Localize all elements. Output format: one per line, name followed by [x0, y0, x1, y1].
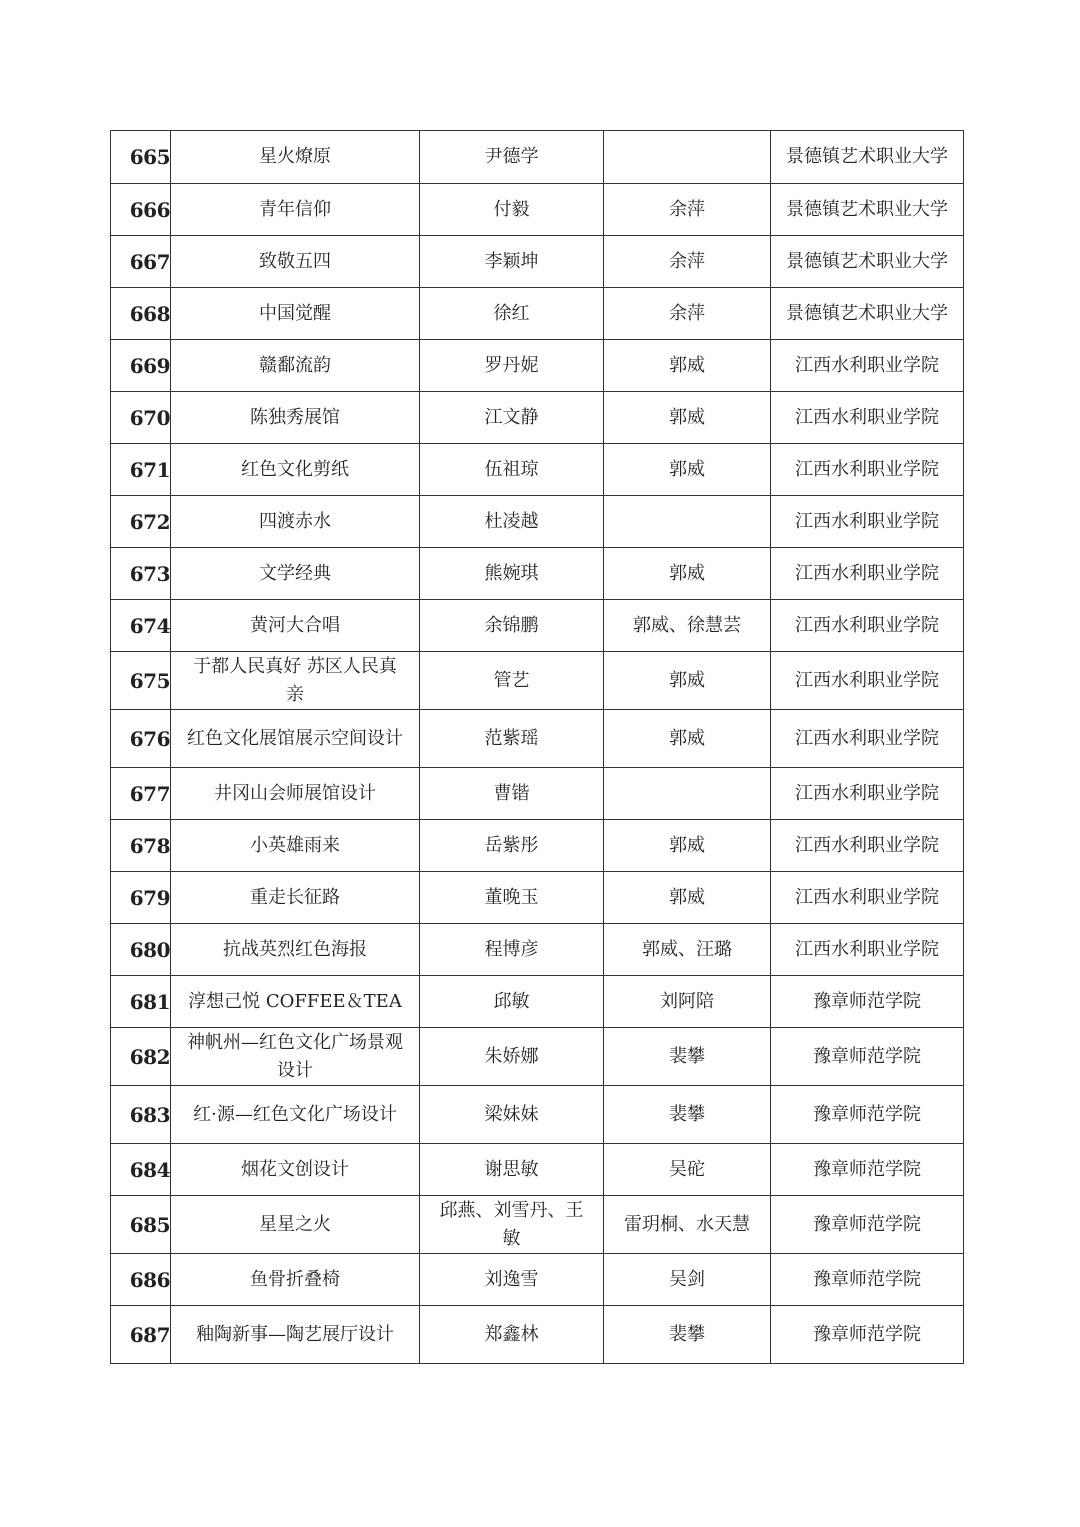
- table-row: [111, 710, 964, 768]
- work-title: 淳想己悦 COFFEE＆TEA: [171, 976, 420, 1028]
- table-row: [111, 924, 964, 976]
- row-number: 687: [111, 1306, 171, 1364]
- school-name: 景德镇艺术职业大学: [771, 184, 964, 236]
- row-number: 678: [111, 820, 171, 872]
- row-number: 686: [111, 1254, 171, 1306]
- table-row: [111, 768, 964, 820]
- table-row: [111, 496, 964, 548]
- work-title: 中国觉醒: [171, 288, 420, 340]
- school-name: 景德镇艺术职业大学: [771, 288, 964, 340]
- table-row: [111, 340, 964, 392]
- table-row: [111, 820, 964, 872]
- school-name: 江西水利职业学院: [771, 600, 964, 652]
- author-name: 刘逸雪: [420, 1254, 604, 1306]
- row-number: 671: [111, 444, 171, 496]
- advisor-name: 裴攀: [604, 1028, 771, 1086]
- table-row: [111, 1086, 964, 1144]
- work-title: 陈独秀展馆: [171, 392, 420, 444]
- school-name: 江西水利职业学院: [771, 496, 964, 548]
- row-number: 676: [111, 710, 171, 768]
- work-title: 星火燎原: [171, 131, 420, 184]
- advisor-name: 郭威: [604, 710, 771, 768]
- author-name: 杜凌越: [420, 496, 604, 548]
- advisor-name: [604, 768, 771, 820]
- advisor-name: 郭威: [604, 392, 771, 444]
- work-title: 井冈山会师展馆设计: [171, 768, 420, 820]
- table-row: [111, 288, 964, 340]
- school-name: 豫章师范学院: [771, 1196, 964, 1254]
- author-name: 郑鑫林: [420, 1306, 604, 1364]
- school-name: 豫章师范学院: [771, 1028, 964, 1086]
- advisor-name: 裴攀: [604, 1086, 771, 1144]
- author-name: 邱敏: [420, 976, 604, 1028]
- advisor-name: 吴剑: [604, 1254, 771, 1306]
- row-number: 666: [111, 184, 171, 236]
- work-title: 四渡赤水: [171, 496, 420, 548]
- table-row: [111, 600, 964, 652]
- work-title: 青年信仰: [171, 184, 420, 236]
- row-number: 682: [111, 1028, 171, 1086]
- school-name: 豫章师范学院: [771, 976, 964, 1028]
- row-number: 684: [111, 1144, 171, 1196]
- author-name: 朱娇娜: [420, 1028, 604, 1086]
- school-name: 江西水利职业学院: [771, 768, 964, 820]
- school-name: 豫章师范学院: [771, 1144, 964, 1196]
- table-row: [111, 548, 964, 600]
- school-name: 景德镇艺术职业大学: [771, 131, 964, 184]
- school-name: 江西水利职业学院: [771, 652, 964, 710]
- row-number: 672: [111, 496, 171, 548]
- school-name: 江西水利职业学院: [771, 340, 964, 392]
- work-title: 烟花文创设计: [171, 1144, 420, 1196]
- table-row: [111, 444, 964, 496]
- work-title: 釉陶新事—陶艺展厅设计: [171, 1306, 420, 1364]
- author-name: 岳紫彤: [420, 820, 604, 872]
- row-number: 665: [111, 131, 171, 184]
- author-name: 尹德学: [420, 131, 604, 184]
- advisor-name: 郭威: [604, 820, 771, 872]
- school-name: 景德镇艺术职业大学: [771, 236, 964, 288]
- table-row: [111, 1306, 964, 1364]
- row-number: 685: [111, 1196, 171, 1254]
- author-name: 董晚玉: [420, 872, 604, 924]
- author-name: 管艺: [420, 652, 604, 710]
- table-row: [111, 236, 964, 288]
- work-title: 星星之火: [171, 1196, 420, 1254]
- table-row: [111, 1028, 964, 1086]
- row-number: 667: [111, 236, 171, 288]
- advisor-name: 郭威: [604, 340, 771, 392]
- author-name: 徐红: [420, 288, 604, 340]
- advisor-name: [604, 496, 771, 548]
- author-name: 李颖坤: [420, 236, 604, 288]
- work-title: 抗战英烈红色海报: [171, 924, 420, 976]
- row-number: 681: [111, 976, 171, 1028]
- table-row: [111, 1144, 964, 1196]
- author-name: 梁妹妹: [420, 1086, 604, 1144]
- row-number: 679: [111, 872, 171, 924]
- work-title: 黄河大合唱: [171, 600, 420, 652]
- school-name: 江西水利职业学院: [771, 548, 964, 600]
- advisor-name: 郭威: [604, 872, 771, 924]
- author-name: 谢思敏: [420, 1144, 604, 1196]
- work-title: 于都人民真好 苏区人民真亲: [171, 652, 420, 710]
- author-name: 江文静: [420, 392, 604, 444]
- author-name: 付毅: [420, 184, 604, 236]
- advisor-name: 刘阿陪: [604, 976, 771, 1028]
- school-name: 江西水利职业学院: [771, 820, 964, 872]
- work-title: 致敬五四: [171, 236, 420, 288]
- row-number: 680: [111, 924, 171, 976]
- author-name: 邱燕、刘雪丹、王敏: [420, 1196, 604, 1254]
- table-row: [111, 392, 964, 444]
- work-title: 红色文化剪纸: [171, 444, 420, 496]
- school-name: 江西水利职业学院: [771, 392, 964, 444]
- work-title: 神帆州—红色文化广场景观设计: [171, 1028, 420, 1086]
- row-number: 673: [111, 548, 171, 600]
- table-row: [111, 1254, 964, 1306]
- row-number: 670: [111, 392, 171, 444]
- row-number: 677: [111, 768, 171, 820]
- advisor-name: 郭威: [604, 652, 771, 710]
- work-title: 重走长征路: [171, 872, 420, 924]
- advisor-name: 吴砣: [604, 1144, 771, 1196]
- author-name: 伍祖琼: [420, 444, 604, 496]
- advisor-name: 余萍: [604, 288, 771, 340]
- work-title: 红色文化展馆展示空间设计: [171, 710, 420, 768]
- table-row: [111, 872, 964, 924]
- school-name: 豫章师范学院: [771, 1254, 964, 1306]
- author-name: 熊婉琪: [420, 548, 604, 600]
- advisor-name: 裴攀: [604, 1306, 771, 1364]
- row-number: 669: [111, 340, 171, 392]
- school-name: 江西水利职业学院: [771, 924, 964, 976]
- table-row: [111, 652, 964, 710]
- row-number: 674: [111, 600, 171, 652]
- results-table: [110, 130, 964, 1364]
- advisor-name: 郭威、徐慧芸: [604, 600, 771, 652]
- author-name: 范紫瑶: [420, 710, 604, 768]
- work-title: 赣鄱流韵: [171, 340, 420, 392]
- school-name: 豫章师范学院: [771, 1306, 964, 1364]
- author-name: 余锦鹏: [420, 600, 604, 652]
- advisor-name: 余萍: [604, 236, 771, 288]
- work-title: 文学经典: [171, 548, 420, 600]
- work-title: 红·源—红色文化广场设计: [171, 1086, 420, 1144]
- advisor-name: 余萍: [604, 184, 771, 236]
- advisor-name: 雷玥桐、水天慧: [604, 1196, 771, 1254]
- author-name: 曹锴: [420, 768, 604, 820]
- work-title: 小英雄雨来: [171, 820, 420, 872]
- author-name: 程博彦: [420, 924, 604, 976]
- advisor-name: 郭威、汪璐: [604, 924, 771, 976]
- advisor-name: 郭威: [604, 444, 771, 496]
- row-number: 668: [111, 288, 171, 340]
- advisor-name: 郭威: [604, 548, 771, 600]
- results-table-body: [111, 131, 964, 1364]
- school-name: 江西水利职业学院: [771, 710, 964, 768]
- school-name: 豫章师范学院: [771, 1086, 964, 1144]
- table-row: [111, 131, 964, 184]
- school-name: 江西水利职业学院: [771, 872, 964, 924]
- work-title: 鱼骨折叠椅: [171, 1254, 420, 1306]
- table-row: [111, 976, 964, 1028]
- row-number: 683: [111, 1086, 171, 1144]
- school-name: 江西水利职业学院: [771, 444, 964, 496]
- table-row: [111, 1196, 964, 1254]
- row-number: 675: [111, 652, 171, 710]
- table-row: [111, 184, 964, 236]
- advisor-name: [604, 131, 771, 184]
- author-name: 罗丹妮: [420, 340, 604, 392]
